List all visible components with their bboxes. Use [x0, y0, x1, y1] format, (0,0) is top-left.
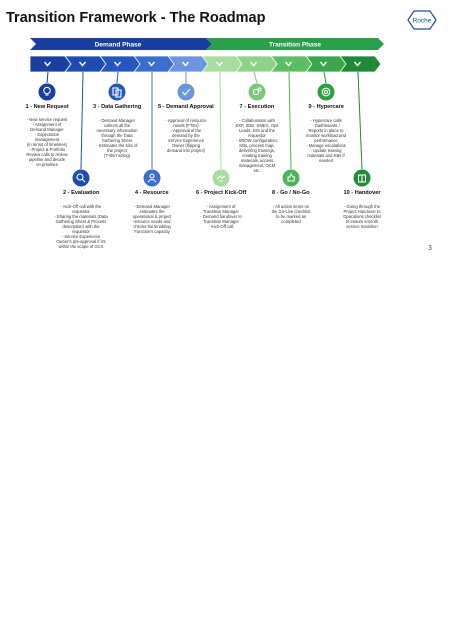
step-description-line: to ensure smooth	[345, 219, 379, 224]
step-description-line: Transition Manager	[203, 219, 239, 224]
step-label: 4 - Resource	[135, 190, 169, 196]
step-description-line: - Demand handover to	[200, 214, 242, 219]
step-description-line: - Approval of the	[170, 128, 202, 133]
step-description-line: - Assignment of	[32, 122, 62, 127]
step-description-line: - Estimates the size of	[96, 143, 138, 148]
step-connector	[324, 72, 326, 83]
step-description	[118, 204, 186, 234]
step-description-line: Operations checklist	[343, 214, 381, 219]
step-circle	[39, 84, 56, 101]
step-description-line: delivering trainings,	[238, 148, 276, 153]
step-description-line: to be marked as	[275, 214, 307, 219]
roadmap-chevron	[100, 56, 141, 72]
step-description	[83, 118, 151, 158]
roadmap-chevron	[340, 56, 381, 72]
step-description-line: requestor	[248, 133, 266, 138]
step-description-line: necessary information	[96, 128, 138, 133]
roadmap-chevron	[134, 56, 175, 72]
step-label: 3 - Data Gathering	[93, 104, 142, 110]
step-description-line: Gathering Sheet & Process	[55, 219, 107, 224]
step-description	[47, 204, 115, 249]
roadmap-chevron	[271, 56, 312, 72]
step-description-line: management	[34, 137, 60, 142]
step-description	[257, 204, 325, 224]
step-description-line: Gathering Sheet	[101, 138, 133, 143]
step-description-line: - Going through the	[343, 204, 381, 209]
step-description-line: the project	[107, 148, 127, 153]
step-description-line: - Project & Portfolio	[28, 147, 66, 152]
step-connector	[117, 72, 118, 83]
step-description-line: - Dashboards /	[312, 123, 340, 128]
step-description-line: Leads, GIS and the	[238, 128, 276, 133]
page-number: 3	[428, 245, 432, 252]
step-label: 1 - New Request	[25, 104, 69, 110]
roadmap-chevron	[65, 56, 106, 72]
step-description-line: operational & project	[132, 214, 172, 219]
step-description-line: Transition Manager	[203, 209, 239, 214]
step-description-line: collects all the	[103, 123, 131, 128]
step-description-line: - Kick-Off call with the	[60, 204, 102, 209]
step-description	[223, 118, 291, 173]
step-circle	[178, 84, 195, 101]
step-label: 2 - Evaluation	[63, 190, 100, 196]
step-description-line: - Manage escalations	[306, 143, 346, 148]
step-description-line: monitor workload and	[305, 133, 347, 138]
step-description-line: Reports in place to	[308, 128, 344, 133]
roadmap-chevron	[306, 56, 347, 72]
step-description-line: materials, access	[240, 158, 274, 163]
step-description-line: materials and KBs if	[307, 153, 345, 158]
step-description-line: - Assignment of	[206, 204, 236, 209]
step-description-line: estimates the	[139, 209, 165, 214]
step-description-line: (in terms of timelines)	[26, 142, 68, 147]
step-description-line: Project Handover to	[343, 209, 381, 214]
step-description-line: pipeline and decide	[28, 157, 66, 162]
step-description-line: - Demand Manager	[98, 118, 136, 123]
step-connector	[220, 72, 221, 169]
step-description-line: checks the Enabling	[133, 224, 171, 229]
transition-phase-label: Transition Phase	[268, 41, 322, 49]
step-description-line: Owner's pre-approval if it's	[56, 239, 106, 244]
step-description	[13, 117, 81, 167]
step-description-line: - Service Experience	[61, 234, 101, 239]
step-description-line: service transition	[346, 224, 378, 229]
step-description-line: - Sharing the materials (Data	[54, 214, 108, 219]
step-description-line: completed	[281, 219, 301, 224]
step-description-line: needed	[319, 158, 333, 163]
step-description-line: - Update training	[310, 148, 342, 153]
step-description-line: - Hypercare calls	[310, 118, 342, 123]
step-description-line: - Expectation	[34, 132, 60, 137]
step-description-line: EXP, SDE, SME's, Ops	[235, 123, 279, 128]
step-connector	[254, 72, 257, 83]
step-description	[328, 204, 396, 229]
step-description-line: demand by the	[172, 133, 200, 138]
step-description-line: performance	[314, 138, 338, 143]
step-description-line: - Collaboration with	[239, 118, 275, 123]
roadmap-chevron	[236, 56, 277, 72]
step-description-line: requestor	[72, 209, 90, 214]
page-title: Transition Framework - The Roadmap	[6, 10, 266, 26]
step-label: 7 - Execution	[239, 104, 275, 110]
step-description-line: Review calls to review	[26, 152, 68, 157]
step-connector	[47, 72, 48, 83]
roadmap-chevron	[30, 56, 71, 72]
step-description-line: requestor	[72, 229, 90, 234]
step-description-line: Demand Manager	[30, 127, 64, 132]
step-circle	[249, 84, 266, 101]
step-description-line: (T-shirt sizing)	[103, 153, 131, 158]
roadmap-chevron	[168, 56, 209, 72]
step-description-line: demand into project)	[166, 148, 206, 153]
step-description-line: management, OCM	[238, 163, 276, 168]
step-description	[152, 118, 220, 153]
step-circle	[318, 84, 335, 101]
step-description-line: Function's capacity	[134, 229, 170, 234]
step-description-line: - New service request	[26, 117, 68, 122]
step-label: 6 - Project Kick-Off	[196, 190, 247, 196]
step-label: 10 - Handover	[343, 190, 381, 196]
step-circle	[109, 84, 126, 101]
step-description-line: resource needs and	[133, 219, 171, 224]
step-description-line: on priorities	[36, 162, 58, 167]
step-description	[292, 118, 360, 163]
step-description-line: the Go-Live checklist	[271, 209, 311, 214]
step-description-line: KBs, process map,	[239, 143, 275, 148]
step-description-line: - Demand Manager	[133, 204, 171, 209]
step-description-line: Owner (flipping	[171, 143, 201, 148]
step-description-line: - All action items on	[272, 204, 310, 209]
step-circle	[73, 170, 90, 187]
step-label: 5 - Demand Approval	[158, 104, 214, 110]
step-description-line: through the Data	[101, 133, 133, 138]
roche-logo-text: Roche	[412, 17, 432, 25]
step-description-line: Service Experience	[167, 138, 205, 143]
step-description	[187, 204, 255, 229]
roadmap-chevron	[202, 56, 243, 72]
step-description-line: within the scope of GCX	[58, 244, 104, 249]
step-description-line: needs (FTEs)	[173, 123, 199, 128]
step-description-line: description) with the	[62, 224, 100, 229]
demand-phase-label: Demand Phase	[94, 41, 142, 49]
step-description-line: - SNOW configuration,	[236, 138, 278, 143]
step-description-line: - Kick-Off call	[208, 224, 234, 229]
step-label: 9 - Hypercare	[308, 104, 344, 110]
step-description-line: etc.	[253, 168, 261, 173]
step-label: 8 - Go / No-Go	[272, 190, 310, 196]
step-description-line: - Approval of resource	[165, 118, 207, 123]
step-description-line: creating training	[242, 153, 272, 158]
